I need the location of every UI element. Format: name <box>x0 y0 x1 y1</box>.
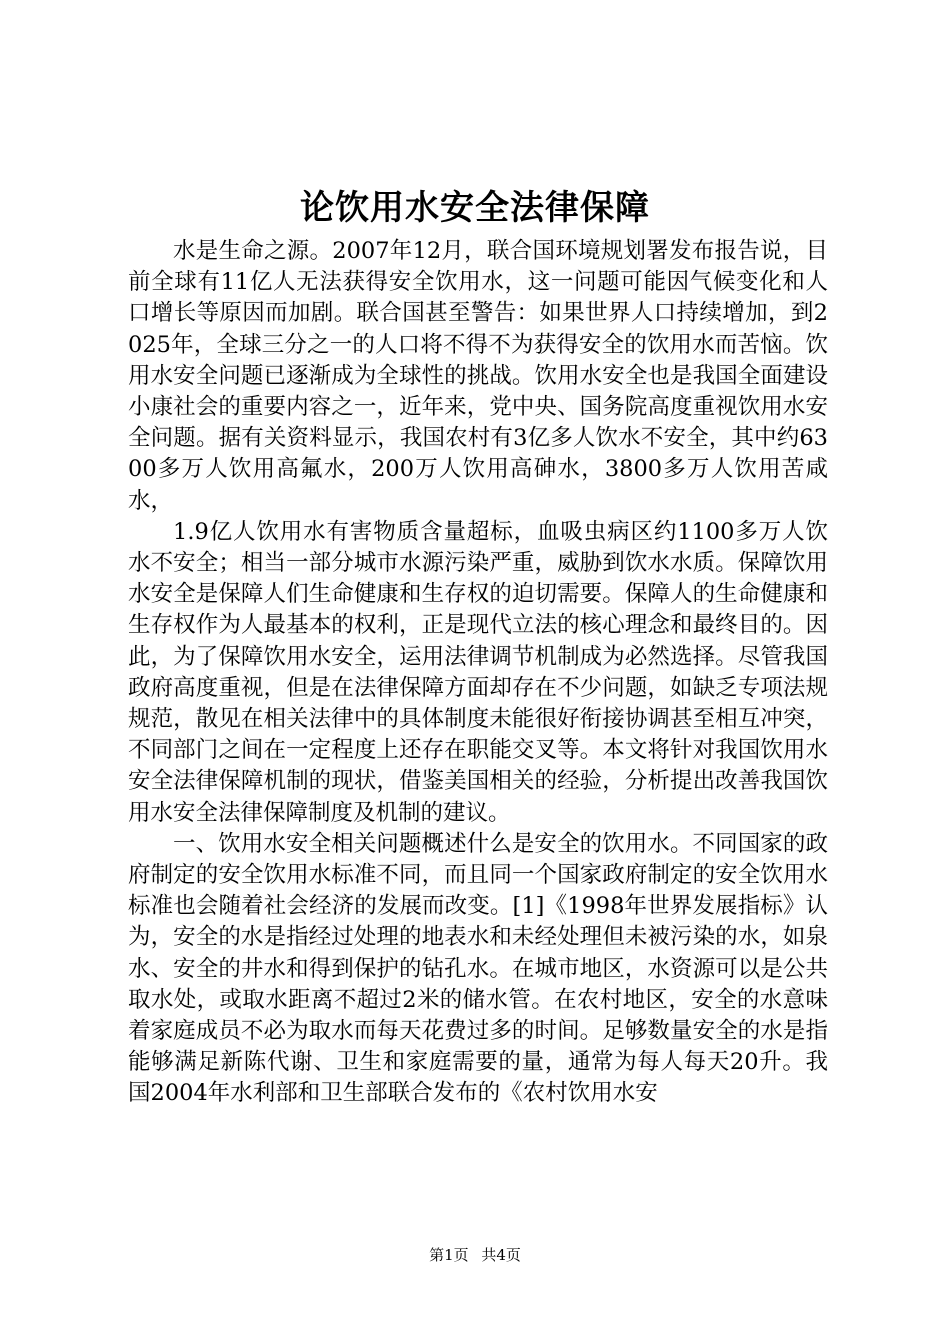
paragraph-section-one: 一、饮用水安全相关问题概述什么是安全的饮用水。不同国家的政府制定的安全饮用水标准不同，而且同一个国家政府制定的安全饮用水标准也会随着社会经济的发展而改变。[1]《1998年世界发展指标》认为，安全的水是指经过处理的地表水和未经处理但未被污染的水，如泉水、安全的井水和得到保护的钻孔水。在城市地区，水资源可以是公共取水处，或取水距离不超过2米的储水管。在农村地区，安全的水意味着家庭成员不必为取水而每天花费过多的时间。足够数量安全的水是指能够满足新陈代谢、卫生和家庭需要的量，通常为每人每天20升。我国2004年水利部和卫生部联合发布的《农村饮用水安 <box>128 830 828 1107</box>
document-title: 论饮用水安全法律保障 <box>300 188 650 228</box>
paragraph-problems: 1.9亿人饮用水有害物质含量超标，血吸虫病区约1100多万人饮水不安全；相当一部分城市水源污染严重，威胁到饮水水质。保障饮用水安全是保障人们生命健康和生存权的迫切需要。保障人的生命健康和生存权作为人最基本的权利，正是现代立法的核心理念和最终目的。因此，为了保障饮用水安全，运用法律调节机制成为必然选择。尽管我国政府高度重视，但是在法律保障方面却存在不少问题，如缺乏专项法规规范，散见在相关法律中的具体制度未能很好衔接协调甚至相互冲突，不同部门之间在一定程度上还存在职能交叉等。本文将针对我国饮用水安全法律保障机制的现状，借鉴美国相关的经验，分析提出改善我国饮用水安全法律保障制度及机制的建议。 <box>128 518 828 826</box>
page-footer <box>0 1245 950 1265</box>
paragraph-intro: 水是生命之源。2007年12月，联合国环境规划署发布报告说，目前全球有11亿人无法获得安全饮用水，这一问题可能因气候变化和人口增长等原因而加剧。联合国甚至警告：如果世界人口持续增加，到2025年，全球三分之一的人口将不得不为获得安全的饮用水而苦恼。饮用水安全问题已逐渐成为全球性的挑战。饮用水安全也是我国全面建设小康社会的重要内容之一，近年来，党中央、国务院高度重视饮用水安全问题。据有关资料显示，我国农村有3亿多人饮水不安全，其中约6300多万人饮用高氟水，200万人饮用高砷水，3800多万人饮用苦咸水， <box>128 238 828 514</box>
document-body <box>128 236 828 1110</box>
page-number: 第1页 <box>429 1246 469 1264</box>
page-total: 共4页 <box>481 1246 521 1264</box>
